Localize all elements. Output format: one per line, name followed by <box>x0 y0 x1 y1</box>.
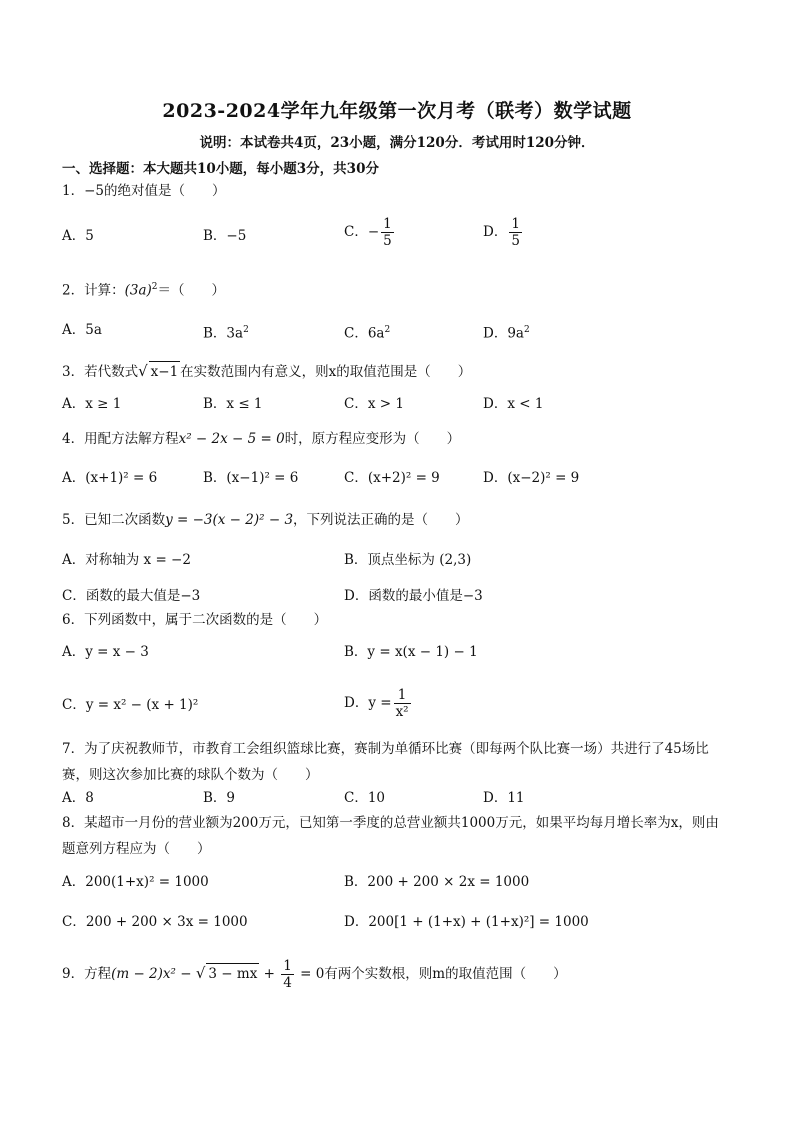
q3-option-c: C．x > 1 <box>344 396 404 412</box>
q4-option-d: D．(x−2)² = 9 <box>483 470 580 486</box>
q7-option-c: C．10 <box>344 790 386 806</box>
question-5: 5．已知二次函数y = −3(x − 2)² − 3，下列说法正确的是（ ） <box>62 512 469 528</box>
q3-option-a: A．x ≥ 1 <box>62 396 122 412</box>
page-title: 2023-2024学年九年级第一次月考（联考）数学试题 <box>162 100 632 122</box>
question-7: 7．为了庆祝教师节，市教育工会组织篮球比赛，赛制为单循环比赛（即每两个队比赛一场）共进行了45场比赛，则这次参加比赛的球队个数为（ ） <box>62 741 709 783</box>
fraction: $\frac{1}{5}$ <box>383 216 392 249</box>
fraction: $\frac{1}{4}$ <box>283 958 292 991</box>
question-6: 6．下列函数中，属于二次函数的是（ ） <box>62 612 328 628</box>
q1-option-a: A．5 <box>62 228 94 244</box>
q8-option-d: D．200[1 + (1+x) + (1+x)²] = 1000 <box>344 914 589 930</box>
q6-option-a: A．y = x − 3 <box>62 644 149 660</box>
q4-option-c: C．(x+2)² = 9 <box>344 470 440 486</box>
fraction: $\frac{1}{\text{x²}}$ <box>395 687 409 720</box>
q6-option-b: B．y = x(x − 1) − 1 <box>344 644 478 660</box>
q6-option-c: C．y = x² − (x + 1)² <box>62 697 199 713</box>
q5-option-b: B．顶点坐标为 (2,3) <box>344 552 472 568</box>
q5-option-d: D．函数的最小值是−3 <box>344 588 483 604</box>
q6-option-d: D．y = $\frac{1}{\text{x²}}$ <box>344 687 409 720</box>
section-title: 一、选择题：本大题共10小题，每小题3分，共30分 <box>62 161 379 177</box>
q5-option-c: C．函数的最大值是−3 <box>62 588 201 604</box>
q3-option-b: B．x ≤ 1 <box>203 396 263 412</box>
question-8: 8．某超市一月份的营业额为200万元，已知第一季度的总营业额共1000万元，如果平均每月增长率为x，则由题意列方程应为（ ） <box>62 815 719 857</box>
q7-option-d: D．11 <box>483 790 525 806</box>
q7-option-a: A．8 <box>62 790 94 806</box>
q8-option-c: C．200 + 200 × 3x = 1000 <box>62 914 248 930</box>
q1-option-c: C．− $\frac{1}{5}$ <box>344 216 392 249</box>
q8-option-a: A．200(1+x)² = 1000 <box>62 874 209 890</box>
q2-option-c: C．$6a^2$ <box>344 325 391 342</box>
question-1: 1．−5的绝对值是（ ） <box>62 183 226 199</box>
question-4: 4．用配方法解方程x² − 2x − 5 = 0时，原方程应变形为（ ） <box>62 431 461 447</box>
q8-option-b: B．200 + 200 × 2x = 1000 <box>344 874 530 890</box>
q4-option-a: A．(x+1)² = 6 <box>62 470 158 486</box>
q1-option-b: B．−5 <box>203 228 247 244</box>
q2-option-a: A．5a <box>62 322 102 338</box>
question-2: 2．计算：$(3a)^2=$（ ） <box>62 282 225 299</box>
question-9: 9．方程(m − 2)x² − √ 3 − mx + $\frac{1}{4}$ = 0有两个实数根，则m的取值范围（ ） <box>62 958 567 991</box>
q5-option-a: A．对称轴为 x = −2 <box>62 552 191 568</box>
q2-option-d: D．$9a^2$ <box>483 325 530 342</box>
q2-option-b: B．$3a^2$ <box>203 325 249 342</box>
q4-option-b: B．(x−1)² = 6 <box>203 470 299 486</box>
q1-option-d: D． $\frac{1}{5}$ <box>483 216 520 249</box>
question-3: 3．若代数式√ x−1 在实数范围内有意义，则x的取值范围是（ ） <box>62 362 472 380</box>
q3-option-d: D．x < 1 <box>483 396 544 412</box>
fraction: $\frac{1}{5}$ <box>511 216 520 249</box>
q7-option-b: B．9 <box>203 790 236 806</box>
exam-note: 说明：本试卷共4页，23小题，满分120分．考试用时120分钟． <box>199 135 595 151</box>
